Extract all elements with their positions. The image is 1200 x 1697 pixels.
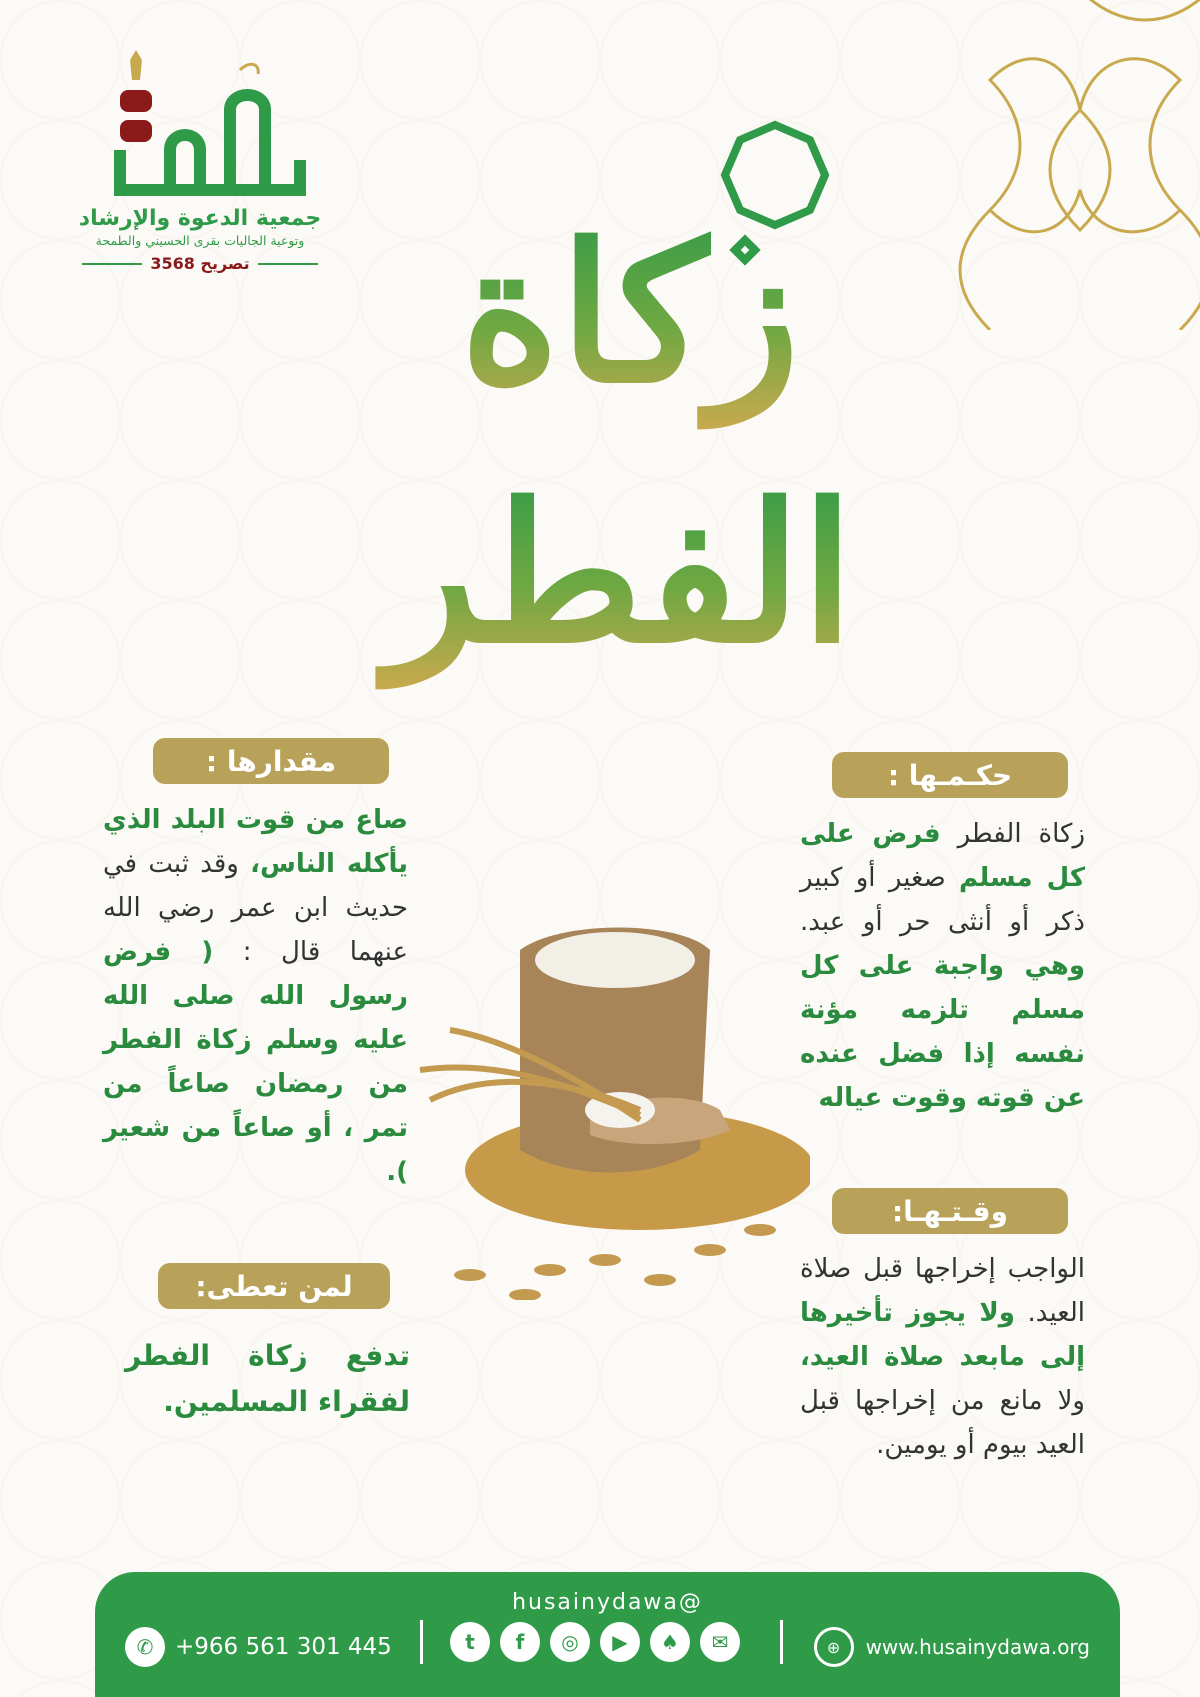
miqdar-heading: مقدارها : xyxy=(153,738,389,784)
hukm-p2: صغير أو كبير ذكر أو أنثى حر أو عبد. xyxy=(800,863,1085,937)
phone-icon: ✆ xyxy=(125,1627,165,1667)
social-icons xyxy=(450,1622,740,1662)
waqt-text xyxy=(800,1247,1085,1467)
website-link[interactable] xyxy=(814,1627,1090,1667)
miqdar-p1: وقد ثبت في حديث ابن عمر رضي الله عنهما قال : xyxy=(103,849,409,967)
twitter-icon[interactable]: t xyxy=(450,1622,490,1662)
phone-contact[interactable] xyxy=(125,1627,392,1667)
miqdar-text xyxy=(103,798,408,1194)
globe-icon: ⊕ xyxy=(814,1627,854,1667)
permit-number: تصريح 3568 xyxy=(150,254,250,273)
instagram-icon[interactable]: ◎ xyxy=(550,1622,590,1662)
permit-line-left xyxy=(82,263,142,265)
hukm-b2: وهي واجبة على كل مسلم تلزمه مؤنة نفسه إذا فضل عنده عن قوته وقوت عياله xyxy=(800,951,1085,1113)
logo-mark-icon xyxy=(90,50,310,200)
miqdar-b2: ( فرض رسول الله صلى الله عليه وسلم زكاة الفطر من رمضان صاعاً من تمر ، أو صاعاً من شعير ). xyxy=(103,937,408,1187)
snapchat-icon[interactable]: ♠ xyxy=(650,1622,690,1662)
waqt-heading: وقـتـهـا: xyxy=(832,1188,1068,1234)
footer-divider-left xyxy=(420,1620,423,1664)
footer-divider-right xyxy=(780,1620,783,1664)
social-handle[interactable]: husainydawa@ xyxy=(512,1590,703,1615)
phone-number: +966 561 301 445 xyxy=(175,1634,392,1660)
title-line-1: زكاة xyxy=(460,202,800,425)
title-line-2: الفطر xyxy=(386,462,854,685)
hukm-heading: حكـمـها : xyxy=(832,752,1068,798)
permit-line-right xyxy=(258,263,318,265)
waqt-p1: الواجب إخراجها قبل صلاة العيد. xyxy=(800,1254,1085,1328)
youtube-icon[interactable]: ▶ xyxy=(600,1622,640,1662)
permit-row xyxy=(70,254,330,273)
org-subtitle: وتوعية الجاليات بقرى الحسيني والطمحة xyxy=(95,233,305,248)
facebook-icon[interactable]: f xyxy=(500,1622,540,1662)
waqt-p2: ولا مانع من إخراجها قبل العيد بيوم أو يومين. xyxy=(800,1386,1085,1460)
liman-b1: تدفع زكاة الفطر لفقراء المسلمين. xyxy=(125,1339,410,1418)
hukm-b1: فرض على كل مسلم xyxy=(800,819,1085,893)
email-icon[interactable]: ✉ xyxy=(700,1622,740,1662)
waqt-b1: ولا يجوز تأخيرها إلى مابعد صلاة العيد، xyxy=(800,1298,1085,1372)
liman-text xyxy=(125,1333,410,1425)
website-url: www.husainydawa.org xyxy=(865,1635,1090,1659)
title-calligraphy xyxy=(360,120,880,720)
org-name: جمعية الدعوة والإرشاد xyxy=(78,206,322,231)
liman-heading: لمن تعطى: xyxy=(158,1263,390,1309)
hukm-p1: زكاة الفطر xyxy=(957,819,1085,849)
miqdar-b1: صاع من قوت البلد الذي يأكله الناس، xyxy=(103,805,408,879)
gold-ornament xyxy=(930,0,1200,330)
organization-logo xyxy=(70,50,330,300)
wheat-flour-bag-illustration xyxy=(410,920,810,1300)
footer-bar xyxy=(95,1572,1120,1697)
hukm-text xyxy=(800,812,1085,1120)
